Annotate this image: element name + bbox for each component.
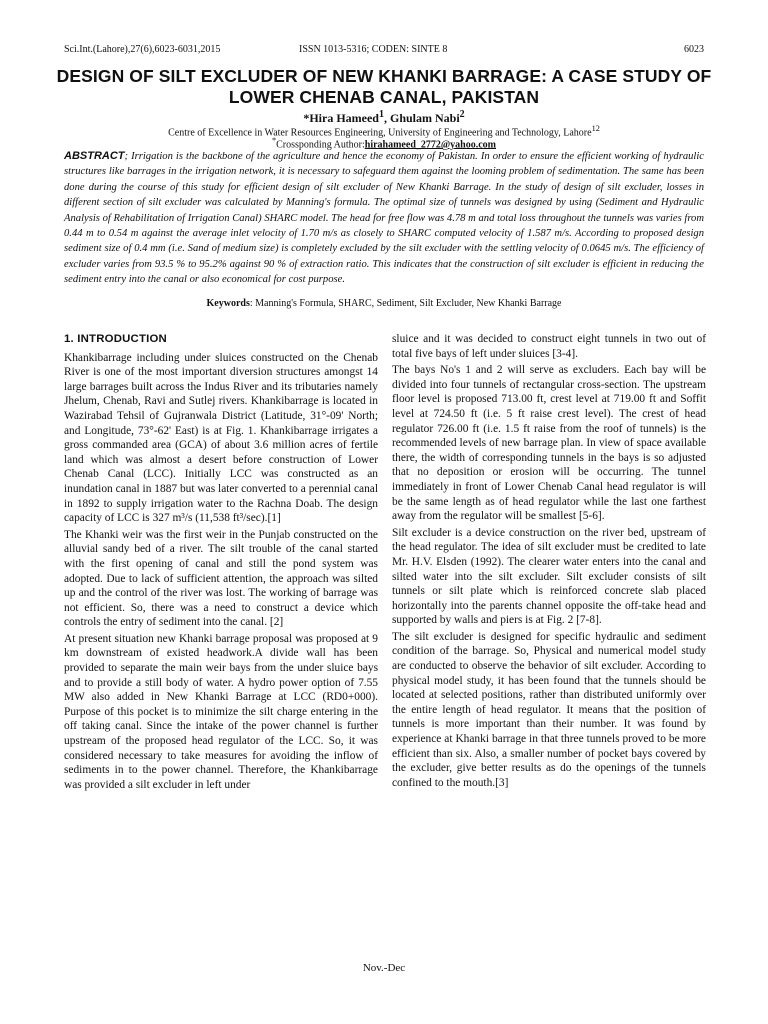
keywords-line: [0, 298, 768, 309]
section-heading-introduction: 1. INTRODUCTION: [64, 333, 167, 345]
affiliation-text: Centre of Excellence in Water Resources Engineering, University of Engineering and Technology, Lahore: [168, 127, 592, 139]
paragraph: The Khanki weir was the first weir in the Punjab constructed on the alluvial sandy bed of a river. The silt trouble of the canal started with the first opening of canal and still the pond system was adopted. Due to lack of sufficient attention, the approach was silted up and the control of the river was lost. The working of barrage was not efficient. So, there was a need to construct a device which controls the entry of sediment into the canal. [2]: [64, 528, 378, 629]
paper-title: DESIGN OF SILT EXCLUDER OF NEW KHANKI BARRAGE: A CASE STUDY OF LOWER CHENAB CANAL, PAKISTAN: [56, 66, 712, 107]
affiliation-sup: 12: [591, 124, 600, 133]
page-footer: Nov.-Dec: [362, 962, 406, 974]
author-2: Ghulam Nabi: [389, 111, 460, 125]
paragraph: At present situation new Khanki barrage proposal was proposed at 9 km downstream of existed headwork.A divide wall has been provided to separate the main weir bays from the under sluice bays and to provide a still body of water. A hydro power option of 7.55 MW also added in New Khanki Barrage at LCC (RD0+000). Purpose of this pocket is to minimize the silt charge entering in the off taking canal. Since the intake of the power channel is further upstream of the proposed head regulator of the LCC. So, it was considered necessary to take measures for avoiding the inflow of sediments in to the power channel. Therefore, the Khankibarrage was provided a silt excluder in left under: [64, 632, 378, 791]
abstract-label: ABSTRACT: [64, 150, 125, 162]
paragraph: Khankibarrage including under sluices constructed on the Chenab River is one of the most important diversion structures amongst 14 large barrages built across the Indus River and its tributaries namely Jhelum, Chenab, Ravi and Sutlej rivers. Khankibarrage is located in Wazirabad Tehsil of Gujranwala District (Latitude, 31°-09' North; and Longitude, 73°-62' East) is at Fig. 1. Khankibarrage irrigates a gross commanded area (GCA) of about 3.6 million acres of fertile land which was almost a desert before construction of Lower Chenab Canal (LCC). Initially LCC was constructed as an inundation canal in 1887 but was later converted to a perennial canal in 1892 to supply irrigation water to the Rachna Doab. The design capacity of LCC is 327 m³/s (11,538 ft³/sec).[1]: [64, 351, 378, 525]
paragraph: The silt excluder is designed for specific hydraulic and sediment condition of the barrage. So, Physical and numerical model study are conducted to observe the behavior of silt excluder. According to physical model study, it has been found that the tunnels should be located at selected positions, rather than distributed uniformly over the entire length of head regulator. It means that the position of tunnels is more important than their number. It was found by experience at Khanki barrage in that three tunnels proved to be more efficient than six. Also, a smaller number of pocket bays covered by the excluder, give better results as do the openings of the tunnels confined to the mouth.[3]: [392, 630, 706, 789]
corresp-email-link[interactable]: hirahameed_2772@yahoo.com: [364, 139, 497, 151]
page-number: 6023: [684, 44, 704, 55]
right-column: [392, 332, 706, 792]
abstract-text: ; Irrigation is the backbone of the agriculture and hence the economy of Pakistan. In order to ensure the efficient working of hydraulic structures like barrages in the irrigation network, it is necessary to safeguard them against the looming problem of sedimentation. The same has been done during the course of this study for efficient design of silt excluder of New Khanki Barrage. In the study of design of silt excluder, losses in different section of silt excluder was calculated by Manning's formula. The optimal size of tunnels was designed by using (Sediment and Hydraulic Analysis of Rehabilitation of Irrigation Canal) SHARC model. The head for free flow was 4.78 m and total loss throughout the tunnels was varies from 0.44 m to 0.54 m against the average inlet velocity of 1.70 m/s as closely to SHARC computed velocity of 1.587 m/s. According to proposed design sediment size of 0.4 mm (i.e. Sand of medium size) is completely excluded by the silt excluder with the settling velocity of 0.0645 m/s. The efficiency of excluder varies from 93.5 % to 95.2% against 90 % of extraction ratio. This indicates that the construction of silt excluder is efficient in reducing the sediment entry into the canal or also economical for cost purpose.: [64, 151, 704, 286]
issn-coden: ISSN 1013-5316; CODEN: SINTE 8: [299, 44, 448, 55]
keywords-label: Keywords: [206, 298, 250, 309]
journal-citation: Sci.Int.(Lahore),27(6),6023-6031,2015: [64, 44, 221, 55]
paragraph: Silt excluder is a device construction on the river bed, upstream of the head regulator. The idea of silt excluder must be credited to late Mr. H.V. Elsden (1992). The clearer water enters into the canal and silted water into the silt excluder. Silt excluder consists of silt tunnels or silt plate which is reinforced concrete slab placed horizontally into the parents channel opposite the off-take head and supported by walls and piers is at Fig. 2 [7-8].: [392, 526, 706, 627]
author-1-affil: 1: [378, 109, 384, 120]
author-2-affil: 2: [459, 109, 465, 120]
author-separator: ,: [383, 111, 390, 125]
paragraph: sluice and it was decided to construct eight tunnels in two out of total five bays of left under sluices [3-4].: [392, 333, 706, 360]
corresp-star: *: [271, 136, 277, 145]
keywords-text: : Manning's Formula, SHARC, Sediment, Silt Excluder, New Khanki Barrage: [249, 298, 562, 309]
left-column: [64, 332, 378, 794]
author-1: *Hira Hameed: [303, 111, 379, 125]
paragraph: The bays No's 1 and 2 will serve as excluders. Each bay will be divided into four tunnels of rectangular cross-section. The upstream floor level is proposed 713.00 ft, crest level at 719.00 ft and Soffit level at 724.50 ft (i.e. 5 ft raise crest level). The crest of head regulator 726.00 ft (i.e. 1.5 ft raise from the roof of tunnels) is the recommended levels of new barrage plan. In view of space available there, the width of corresponding tunnels in the bays is so adjusted that no deposition or erosion will be occurring. The tunnel immediately in front of Lower Chenab Canal head regulator is will be the same length as of head regulator while the last one farthest away from the regulator will be smallest [5-6].: [392, 364, 706, 523]
abstract: [64, 149, 704, 288]
corresp-label: Crossponding Author:: [276, 139, 365, 151]
